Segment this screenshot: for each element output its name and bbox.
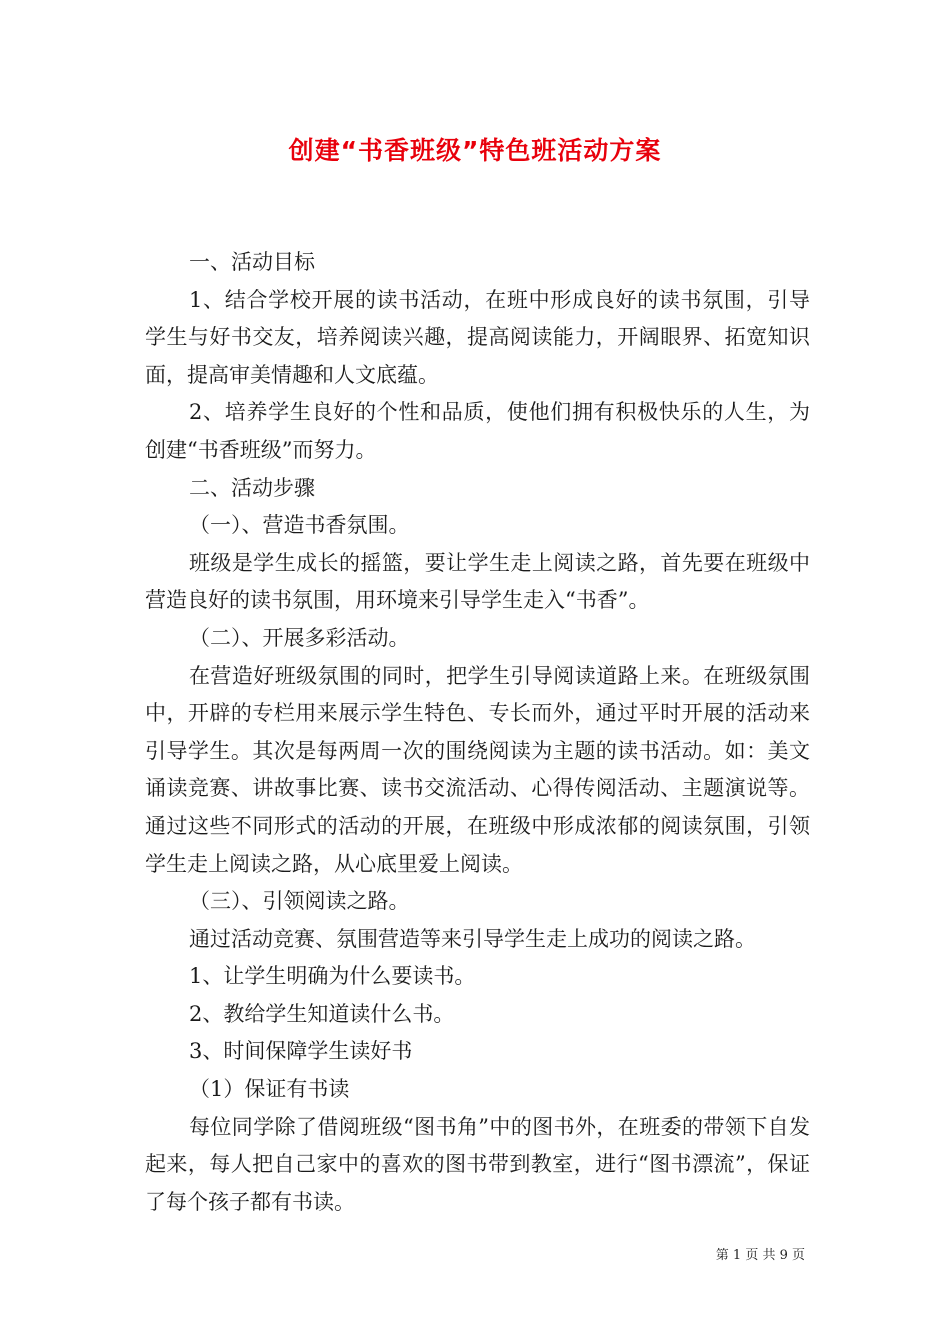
document-body: [145, 244, 810, 1221]
section-heading-goals: 一、活动目标: [189, 250, 315, 274]
paragraph: 班级是学生成长的摇篮，要让学生走上阅读之路，首先要在班级中营造良好的读书氛围，用环境来引导学生走入“书香”。: [145, 550, 810, 613]
goal-item-1: 1、结合学校开展的读书活动，在班中形成良好的读书氛围，引导学生与好书交友，培养阅读兴趣，提高阅读能力，开阔眼界、拓宽知识面，提高审美情趣和人文底蕴。: [145, 287, 810, 387]
paragraph: 通过活动竞赛、氛围营造等来引导学生走上成功的阅读之路。: [189, 926, 756, 951]
goal-item-2: 2、培养学生良好的个性和品质，使他们拥有积极快乐的人生，为创建“书香班级”而努力。: [145, 400, 810, 462]
subsection-heading-2: （二）、开展多彩活动。: [189, 625, 410, 650]
subsection-heading-3: （三）、引领阅读之路。: [189, 889, 410, 914]
paragraph: 在营造好班级氛围的同时，把学生引导阅读道路上来。在班级氛围中，开辟的专栏用来展示学生特色、专长而外，通过平时开展的活动来引导学生。其次是每两周一次的围绕阅读为主题的读书活动。如：美文诵读竞赛、讲故事比赛、读书交流活动、心得传阅活动、主题演说等。通过这些不同形式的活动的开展，在班级中形成浓郁的阅读氛围，引领学生走上阅读之路，从心底里爱上阅读。: [145, 663, 810, 876]
document-title: 创建“书香班级”特色班活动方案: [288, 136, 662, 165]
list-item: 2、教给学生知道读什么书。: [189, 1001, 455, 1026]
paragraph: 每位同学除了借阅班级“图书角”中的图书外，在班委的带领下自发起来，每人把自己家中的喜欢的图书带到教室，进行“图书漂流”，保证了每个孩子都有书读。: [145, 1114, 810, 1214]
section-heading-steps: 二、活动步骤: [189, 475, 315, 500]
subsection-heading-1: （一）、营造书香氛围。: [189, 513, 410, 538]
sub-list-item: （1）保证有书读: [189, 1077, 350, 1102]
list-item: 1、让学生明确为什么要读书。: [189, 964, 476, 989]
page-footer: 第 1 页 共 9 页: [715, 1248, 805, 1263]
list-item: 3、时间保障学生读好书: [189, 1039, 413, 1064]
